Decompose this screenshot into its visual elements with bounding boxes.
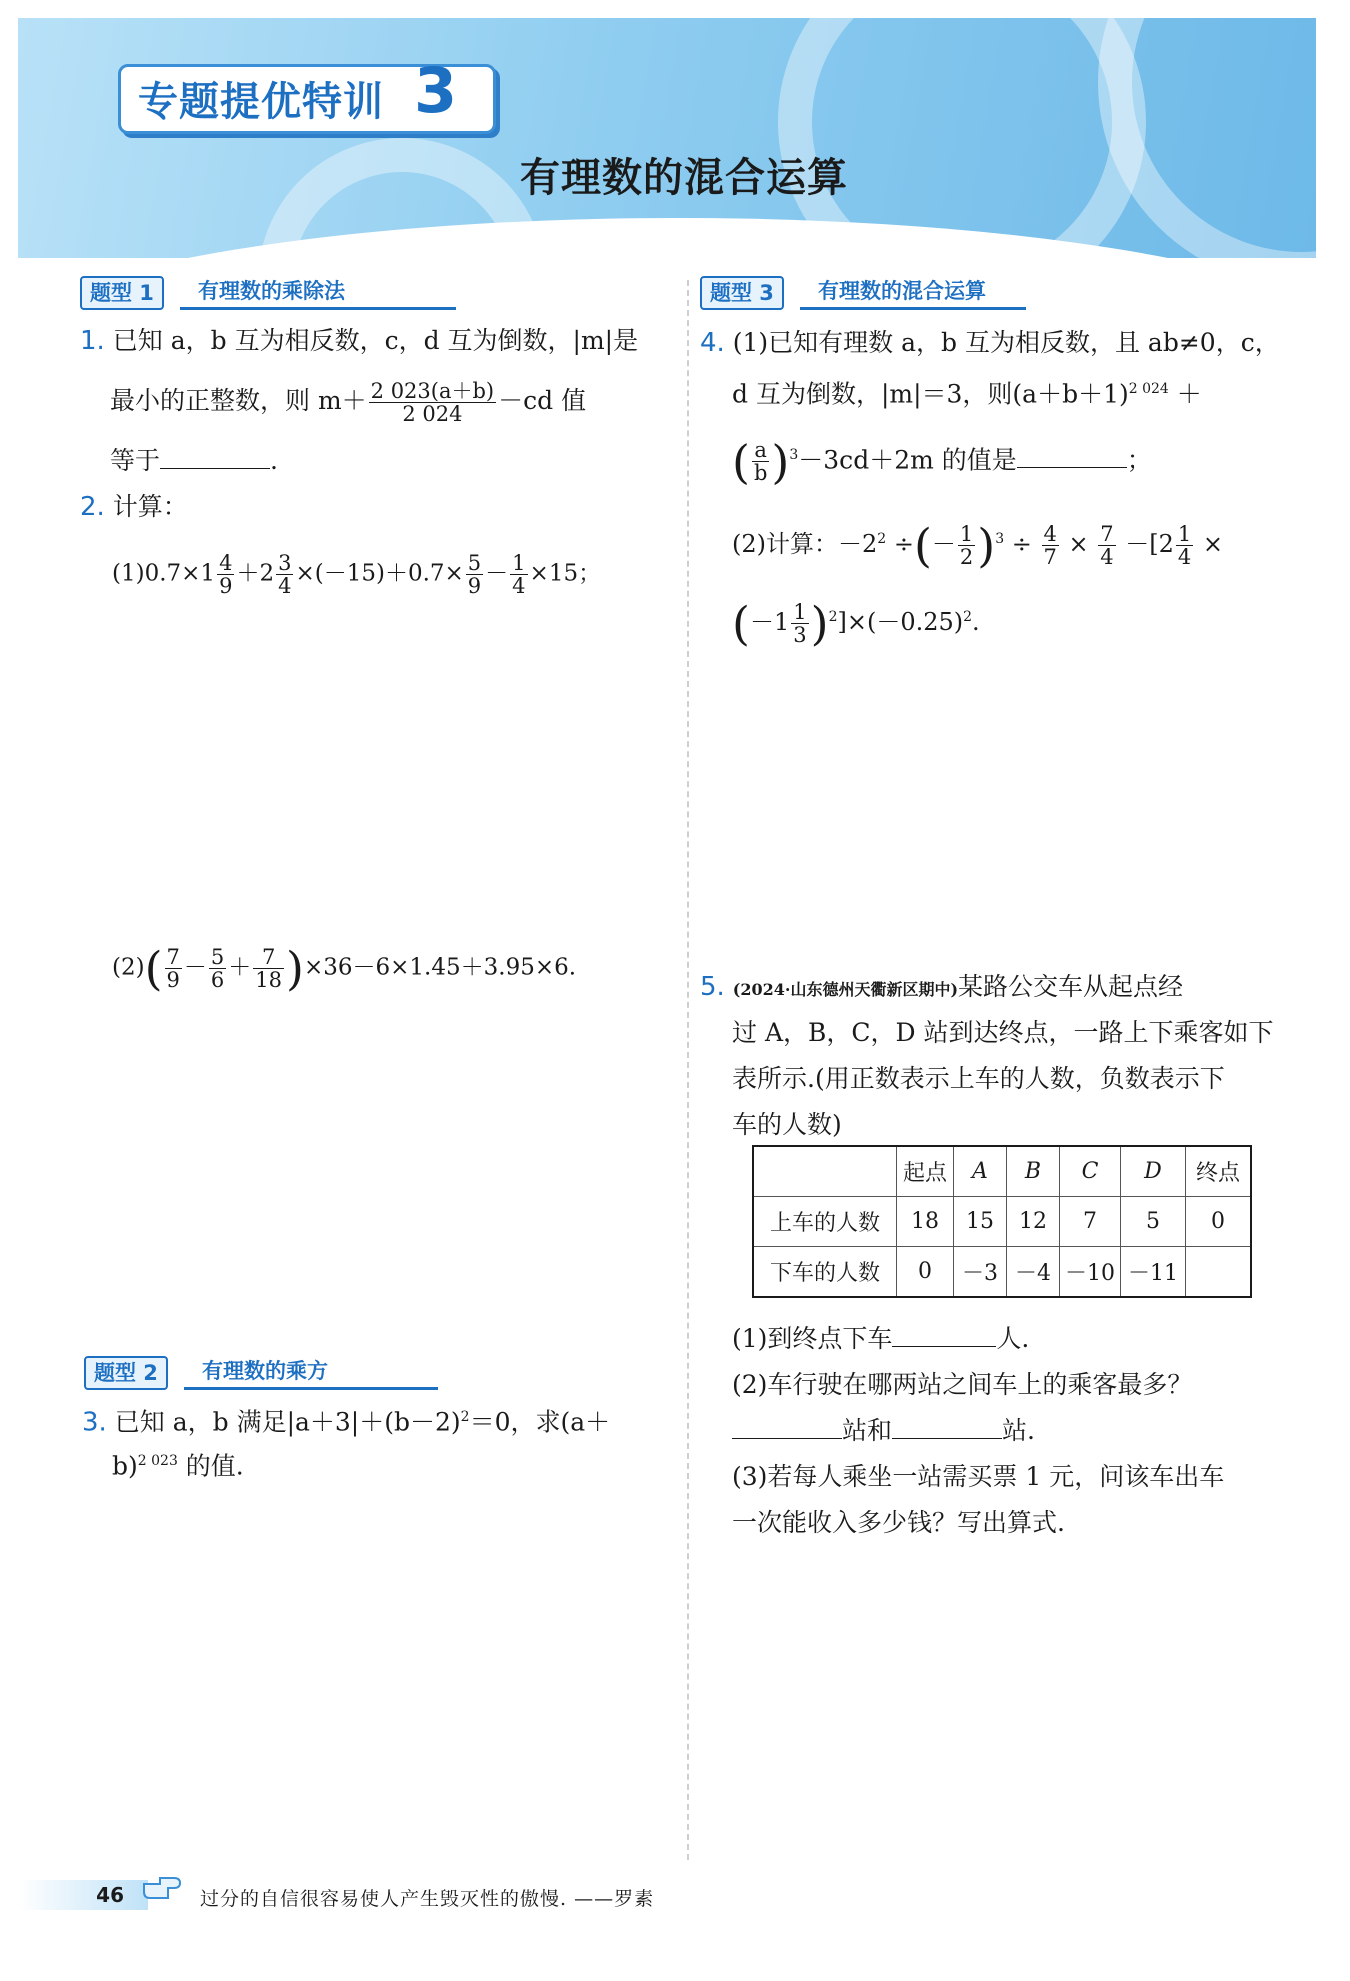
question-2-title <box>80 490 188 524</box>
table-cell: 终点 <box>1186 1146 1252 1197</box>
pointing-hand-icon <box>140 1870 184 1904</box>
fraction: $\frac{1}{2}$ <box>959 522 974 569</box>
question-number: 5. <box>700 972 725 1002</box>
page-number: 46 <box>18 1880 148 1910</box>
table-cell: －10 <box>1060 1247 1121 1298</box>
section-label: 题型 3 <box>700 276 784 310</box>
question-5-sub2: (2)车行驶在哪两站之间车上的乘客最多？ <box>732 1370 1193 1399</box>
fraction: $\frac{4}{9}$ <box>219 551 233 598</box>
section-label: 题型 2 <box>84 1356 168 1390</box>
question-1-line1 <box>80 324 638 358</box>
fraction: $\frac{a}{b}$ <box>753 438 768 486</box>
table-cell: 7 <box>1060 1197 1121 1247</box>
fraction: $\frac{7}{9}$ <box>166 945 180 992</box>
text: 等于 <box>110 446 161 475</box>
topic-tag: 专题提优特训 <box>138 79 384 125</box>
table-row <box>753 1146 1251 1197</box>
column-divider <box>687 280 689 1860</box>
table-cell: 12 <box>1007 1197 1060 1247</box>
question-number: 3. <box>82 1407 107 1438</box>
table-cell: 起点 <box>897 1146 954 1197</box>
answer-blank[interactable] <box>1017 467 1127 468</box>
section-underline <box>800 307 1026 310</box>
question-5-sub1: (1)到终点下车 人. <box>732 1324 1030 1353</box>
fraction: $\frac{5}{9}$ <box>467 551 482 598</box>
question-1-line3: 等于 . <box>110 446 278 475</box>
table-cell: C <box>1060 1146 1121 1197</box>
answer-blank[interactable] <box>892 1346 996 1347</box>
question-number: 4. <box>700 328 725 358</box>
question-5-line1: 5. (2024·山东德州天衢新区期中)某路公交车从起点经 <box>700 972 1184 1002</box>
question-source: (2024·山东德州天衢新区期中) <box>732 980 959 999</box>
table-row <box>753 1247 1251 1298</box>
question-4-part2-line2: (－1 $\frac{1}{3}$ )$^2]\times(-0.25)^2$. <box>732 596 980 651</box>
table-cell: 15 <box>954 1197 1007 1247</box>
fraction: $\frac{3}{4}$ <box>278 551 292 598</box>
question-2-part1: (1)0.7×1 $\frac{4}{9}$ ＋2 $\frac{3}{4}$ ×(－15)＋0.7× $\frac{5}{9}$ － $\frac{1}{4}$ ×15； <box>112 551 602 598</box>
table-cell <box>1186 1247 1252 1298</box>
table-row <box>753 1197 1251 1247</box>
question-5-sub2-answer: 站和 站. <box>732 1414 1035 1448</box>
question-5-sub3-line2: 一次能收入多少钱？写出算式. <box>732 1508 1065 1537</box>
question-number: 2. <box>80 492 105 522</box>
table-cell: －3 <box>954 1247 1007 1298</box>
footer-quote: 过分的自信很容易使人产生毁灭性的傲慢. ——罗素 <box>200 1888 655 1910</box>
text: 计算： <box>112 492 188 521</box>
text: －cd 值 <box>498 386 587 415</box>
fraction: $\frac{4}{7}$ <box>1043 522 1057 569</box>
section-tag-2 <box>84 1356 364 1390</box>
section-label: 题型 1 <box>80 276 164 310</box>
fraction: $\frac{7}{4}$ <box>1100 522 1114 569</box>
table-cell: 上车的人数 <box>753 1197 897 1247</box>
question-4-line3: ( $\frac{a}{b}$ )$^3$－3cd＋2m 的值是 ； <box>732 434 1152 489</box>
table-cell: 0 <box>897 1247 954 1298</box>
header-banner <box>18 18 1316 258</box>
fraction: $\frac{1}{4}$ <box>1177 522 1192 569</box>
fraction: $\frac{2 023(a+b)}{2 024}$ <box>370 379 495 426</box>
section-title: 有理数的混合运算 <box>818 279 986 303</box>
question-3-line2: b)$^{2 023}$ 的值. <box>112 1451 244 1481</box>
question-1-line2 <box>110 380 586 425</box>
fraction: $\frac{1}{4}$ <box>512 551 526 598</box>
section-tag-1 <box>80 276 380 310</box>
table-cell: －11 <box>1121 1247 1186 1298</box>
section-title: 有理数的乘方 <box>202 1359 328 1383</box>
section-tag-3 <box>700 276 1030 310</box>
table-cell: －4 <box>1007 1247 1060 1298</box>
table-cell: A <box>954 1146 1007 1197</box>
question-4-part2-line1: (2)计算：$-2^2$ ÷(－ $\frac{1}{2}$ )$^3$ ÷ $\frac{4}{7}$ × $\frac{7}{4}$ －[2 $\frac{1}{4}$ × <box>732 518 1224 573</box>
section-title: 有理数的乘除法 <box>198 279 345 303</box>
question-4-line1: 4. (1)已知有理数 a，b 互为相反数，且 ab≠0，c， <box>700 328 1280 358</box>
question-number: 1. <box>80 326 105 356</box>
question-3-line1: 3. 已知 a，b 满足$|a+3|+(b-2)^2=0$，求(a＋ <box>82 1407 611 1438</box>
answer-blank[interactable] <box>732 1438 842 1439</box>
decor-ring <box>1098 18 1316 258</box>
topic-number: 3 <box>414 54 458 127</box>
answer-blank[interactable] <box>892 1438 1002 1439</box>
question-4-line2: d 互为倒数，|m|＝3，则$(a+b+1)^{2 024}$ ＋ <box>732 379 1202 409</box>
table-cell: 下车的人数 <box>753 1247 897 1298</box>
passenger-table <box>752 1145 1252 1298</box>
banner-wave <box>18 218 1316 258</box>
question-5-line3: 表所示.(用正数表示上车的人数，负数表示下 <box>732 1064 1225 1093</box>
table-cell: B <box>1007 1146 1060 1197</box>
text: 已知 a，b 互为相反数，c，d 互为倒数，|m|是 <box>112 326 639 355</box>
page-title: 有理数的混合运算 <box>520 155 848 201</box>
table-cell: 5 <box>1121 1197 1186 1247</box>
fraction: $\frac{7}{18}$ <box>255 945 283 992</box>
question-5-sub3: (3)若每人乘坐一站需买票 1 元，问该车出车 <box>732 1462 1225 1491</box>
section-underline <box>180 307 456 310</box>
answer-blank[interactable] <box>160 468 270 469</box>
table-cell: D <box>1121 1146 1186 1197</box>
question-2-part2: (2)( $\frac{7}{9}$ － $\frac{5}{6}$ ＋ $\frac{7}{18}$ )×36－6×1.45＋3.95×6. <box>112 941 577 996</box>
question-5-line2: 过 A，B，C，D 站到达终点，一路上下乘客如下 <box>732 1018 1274 1047</box>
fraction: $\frac{1}{3}$ <box>793 600 807 647</box>
text: 最小的正整数，则 m＋ <box>110 386 367 415</box>
fraction: $\frac{5}{6}$ <box>210 945 225 992</box>
table-cell <box>753 1146 897 1197</box>
table-cell: 0 <box>1186 1197 1252 1247</box>
table-cell: 18 <box>897 1197 954 1247</box>
section-underline <box>184 1387 438 1390</box>
question-5-line4: 车的人数) <box>732 1110 842 1139</box>
